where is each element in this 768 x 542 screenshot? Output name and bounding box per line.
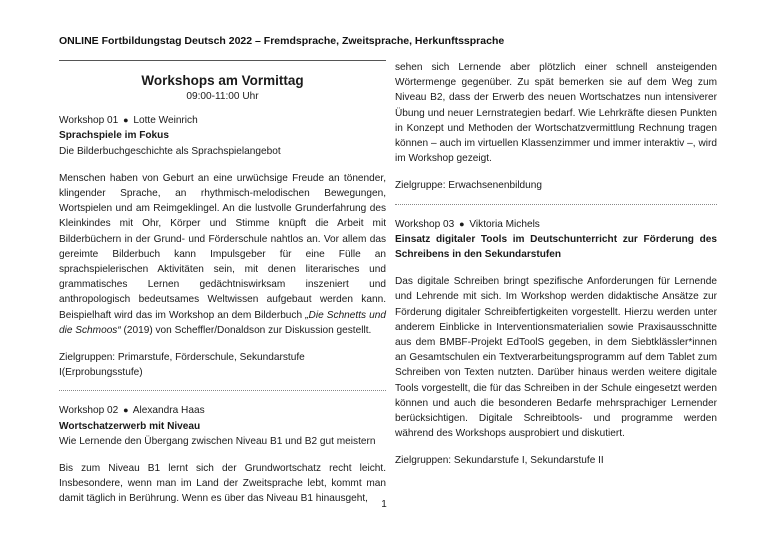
workshop-description: Das digitale Schreiben bringt spezifische Anforderungen für Lernende und Lehrende mit sich. Im Workshop werden didaktische Ansätze zur Förderung digitaler Schreibfertigkeiten vorgestellt. Hierzu werden unter anderem Einblicke in Interventionsmaterialien sowie Praxisausschnitte aus dem BMBF-Projekt EdToolS gegeben, in dem Siebtklässler*innen an Gesamtschulen ein Textverarbeitungsprogramm auf dem Tablet zum Schreiben von Texten nutzten. Darüber hinaus werden weitere digitale Tools vorgestellt, die für das Schreiben in der Schule eingesetzt werden können und auch die besonderen Bedarfe mehrsprachiger Lernender berücksichtigen. Digitale Schreibtools- und programme werden während des Workshops ausprobiert und diskutiert. [395, 276, 717, 440]
workshop-subtitle: Wie Lernende den Übergang zwischen Niveau B1 und B2 gut meistern [59, 435, 376, 447]
bullet-icon: ● [123, 405, 129, 416]
bullet-icon: ● [459, 218, 465, 229]
workshop-target-group: Zielgruppen: Primarstufe, Förderschule, Sekundarstufe I(Erprobungsstufe) [59, 352, 305, 379]
workshop-target-group: Zielgruppen: Sekundarstufe I, Sekundarstufe II [395, 455, 604, 467]
section-divider [59, 390, 386, 391]
workshop-title: Wortschatzerwerb mit Niveau [59, 420, 201, 432]
workshop-label: Workshop 03 [395, 218, 455, 230]
workshop-02-heading [59, 403, 386, 418]
workshop-03-heading [395, 217, 717, 232]
workshop-presenter: Alexandra Haas [132, 405, 205, 417]
right-column [395, 60, 717, 469]
workshop-subtitle: Die Bilderbuchgeschichte als Sprachspielangebot [59, 145, 281, 157]
workshop-label: Workshop 02 [59, 405, 119, 417]
workshop-label: Workshop 01 [59, 115, 119, 127]
workshop-description-continued: sehen sich Lernende aber plötzlich einer schnell ansteigenden Wörtermenge gegenüber. Zu spät bemerken sie auf dem Weg zum Niveau B2, dass der Erwerb des neuen Wortschatzes nun intensiverer Übung und neuer Lernstrategien bedarf. Wie Lehrkräfte diesen Punkten in Konzept und Methoden der Wortschatzvermittlung Rechnung tragen können – auch im virtuellen Klassenzimmer und immer interaktiv –, wird im Workshop gezeigt. [395, 62, 717, 165]
bullet-icon: ● [123, 115, 129, 126]
workshop-description: Menschen haben von Geburt an eine urwüchsige Freude an tönender, klingender Sprache, an rhythmisch-melodischen Bewegungen, Wortspielen und am Reimgeklingel. An die lustvolle Grunderfahrung des Kleinkindes mit Ohr, Körper und Stimme knüpft die Arbeit mit Bilderbüchern in der Grund- und Förderschule nahtlos an. Vor allem das gereimte Bilderbuch kann Impulsgeber für eine Fülle an sprachspielerischen Aktivitäten sein, mit denen literarisches und grammatisches Lernen gedächtniswirksam inszeniert und anthropologisch bedeutsames Weltwissen aufgebaut werden kann. Beispielhaft wird das im Workshop an dem Bilderbuch „Die Schnetts und die Schmoos“ (2019) von Scheffler/Donaldson zur Diskussion gestellt. [59, 172, 386, 336]
workshop-target-group: Zielgruppe: Erwachsenenbildung [395, 180, 543, 192]
workshop-title: Einsatz digitaler Tools im Deutschunterricht zur Förderung des Schreibens in den Sekundarstufen [395, 233, 717, 261]
section-title: Workshops am Vormittag [141, 73, 304, 88]
document-header: ONLINE Fortbildungstag Deutsch 2022 – Fremdsprache, Zweitsprache, Herkunftssprache [59, 35, 505, 47]
page-number: 1 [381, 499, 387, 510]
left-column [59, 60, 386, 507]
header-rule [59, 60, 386, 61]
workshop-description: Bis zum Niveau B1 lernt sich der Grundwortschatz recht leicht. Insbesondere, wenn man im Land der Zweitsprache lebt, kommt man damit täglich in Berührung. Wenn es über das Niveau B1 hinausgeht, [59, 463, 386, 505]
section-divider [395, 204, 717, 205]
workshop-presenter: Viktoria Michels [469, 218, 540, 230]
workshop-presenter: Lotte Weinrich [133, 115, 198, 127]
workshop-01-heading [59, 113, 386, 128]
workshop-title: Sprachspiele im Fokus [59, 130, 169, 142]
section-time: 09:00-11:00 Uhr [186, 91, 259, 102]
